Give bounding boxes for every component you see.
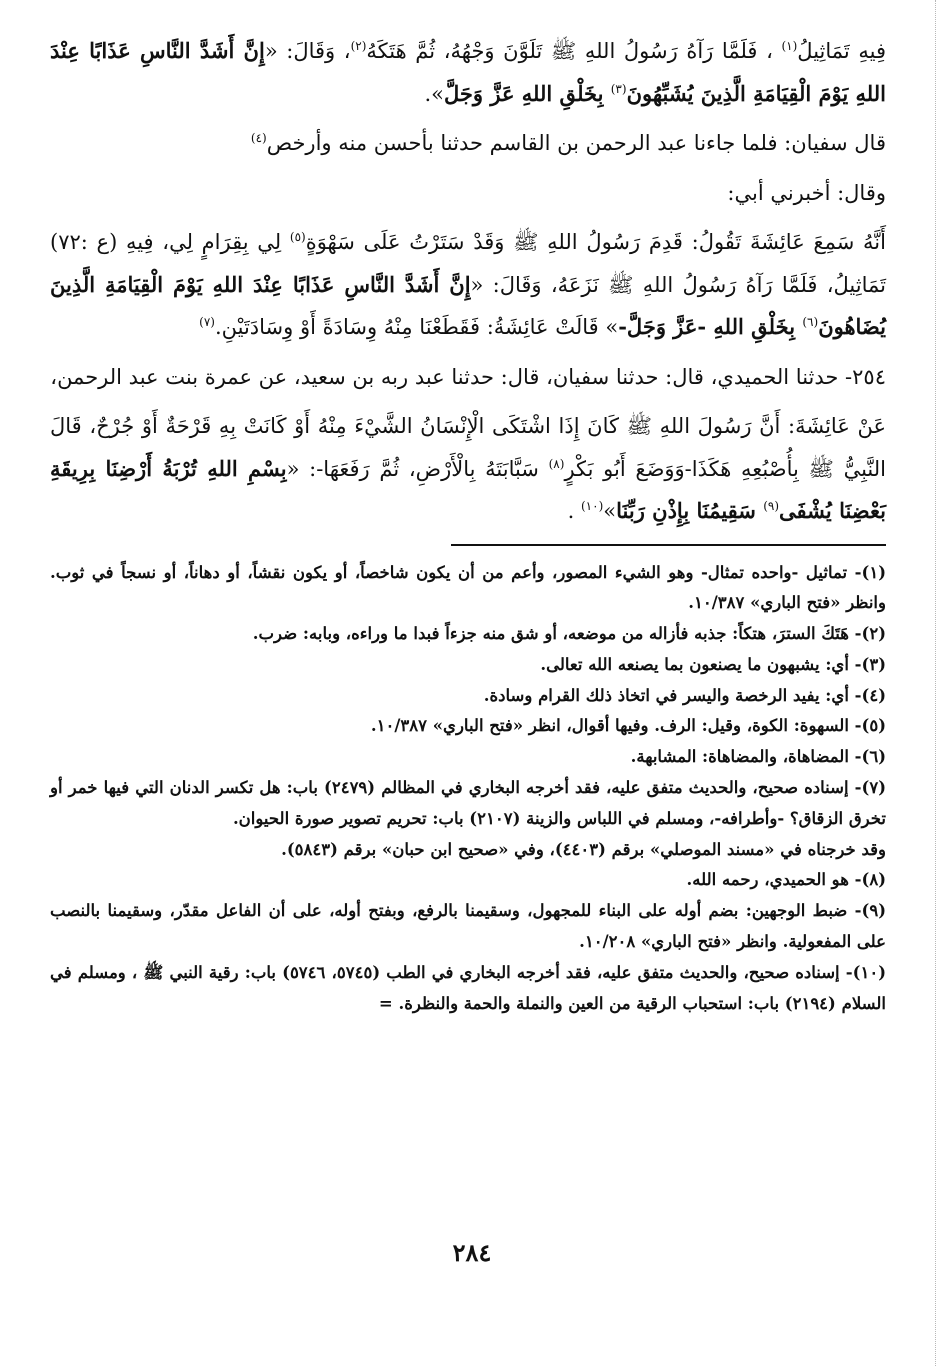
text-run: أَنَّهُ سَمِعَ عَائِشَةَ تَقُولُ: قَدِمَ رَسُولُ اللهِ ﷺ وَقَدْ سَتَرْتُ عَلَى سَهْوَةٍ — [305, 230, 886, 254]
paragraph-sufyan — [50, 123, 886, 165]
text-run: » — [603, 499, 617, 523]
footnote-10: (١٠)- إسناده صحيح، والحديث متفق عليه، فقد أخرجه البخاري في الطب (٥٧٤٥، ٥٧٤٦) باب: رقية النبي ﷺ ، ومسلم في السلام (٢١٩٤) باب: استحباب الرقية من العين والنملة والحمة والنظرة. = — [50, 962, 886, 1013]
hadith-quote: بِخَلْقِ اللهِ -عَزَّ وَجَلَّ- — [618, 314, 803, 339]
hadith-quote: سَقِيمُنَا بِإِذْنِ رَبِّنَا — [616, 498, 764, 523]
footnote-9: (٩)- ضبط الوجهين: بضم أوله على البناء للمجهول، وسقيمنا بالرفع، وبفتح أوله، على أن الفاعل مقدّر، وسقيمنا بالنصب على المفعولية. وانظر «فتح الباري» ١٠/٢٠٨. — [50, 901, 886, 952]
text-run: . — [567, 499, 581, 523]
hadith-quote: إِنَّ أَشَدَّ النَّاسِ عَذَابًا عِنْدَ اللهِ يَوْمَ الْقِيَامَةِ الَّذِينَ يُشَبِّهُونَ — [50, 38, 886, 106]
paragraph-isnad-254: ٢٥٤- حدثنا الحميدي، قال: حدثنا سفيان، قال: حدثنا عبد ربه بن سعيد، عن عمرة بنت عبد الرحمن، — [50, 364, 886, 389]
footnote-2: (٢)- هَتَكَ السترَ، هتكاً: جذبه فأزاله من موضعه، أو شق منه جزءاً فبدا ما وراءه، وبابه: ضرب. — [252, 624, 886, 644]
footnote-7-continued: وقد خرجناه في «مسند الموصلي» برقم (٤٤٠٣)، وفي «صحيح ابن حبان» برقم (٥٨٤٣). — [281, 839, 886, 859]
hadith-quote: بِخَلْقِ اللهِ عَزَّ وَجَلَّ — [444, 80, 611, 106]
text-run: ، وَقَالَ: « — [264, 39, 351, 63]
footnote-ref-2[interactable]: (٢) — [350, 39, 367, 53]
text-run: ، فَلَمَّا رَآهُ رَسُولُ اللهِ ﷺ تَلَوَّنَ وَجْهُهُ، ثُمَّ هَتَكَهُ — [366, 39, 782, 63]
main-text — [50, 30, 886, 533]
paragraph-hadith-3 — [50, 406, 886, 533]
footnote-separator — [451, 544, 886, 546]
footnote-ref-7[interactable]: (٧) — [199, 315, 215, 329]
footnote-5: (٥)- السهوة: الكوة، وقيل: الرف. وفيها أقوال، انظر «فتح الباري» ١٠/٣٨٧. — [370, 716, 886, 736]
footnote-6: (٦)- المضاهاة، والمضاهاة: المشابهة. — [630, 747, 886, 767]
footnote-ref-6[interactable]: (٦) — [802, 315, 819, 329]
footnote-ref-8[interactable]: (٨) — [548, 456, 565, 471]
footnote-ref-1[interactable]: (١) — [781, 39, 798, 53]
paragraph-narrator: وقال: أخبرني أبي: — [727, 180, 886, 205]
footnote-ref-9[interactable]: (٩) — [763, 499, 780, 513]
text-run: لِي بِقِرَامٍ لِي، فِيهِ (ع :٧٢) تَمَاثِيلُ، فَلَمَّا رَآهُ رَسُولُ اللهِ ﷺ نَزَعَهُ، وَقَالَ: « — [50, 230, 886, 297]
text-run: » قَالَتْ عَائِشَةُ: فَقَطَعْنَا مِنْهُ وِسَادَةً أَوْ وِسَادَتَيْنِ. — [214, 315, 619, 339]
footnote-3: (٣)- أي: يشبهون ما يصنعون بما يصنعه الله تعالى. — [540, 654, 886, 674]
footnote-ref-4[interactable]: (٤) — [250, 131, 267, 145]
footnotes — [50, 558, 886, 1020]
text-run: ». — [424, 81, 445, 106]
paragraph-hadith-2 — [50, 222, 886, 349]
footnote-7: (٧)- إسناده صحيح، والحديث متفق عليه، فقد أخرجه البخاري في المظالم (٢٤٧٩) باب: هل تكسر الدنان التي فيها خمر أو تخرق الزقاق؟ -وأطرافه-، ومسلم في اللباس والزينة (٢١٠٧) باب: تحريم تصوير صورة الحيوان. — [50, 778, 886, 828]
text-run: سَبَّابَتَهُ بِالْأَرْضِ، ثُمَّ رَفَعَهَا-: « — [286, 456, 549, 481]
footnote-8: (٨)- هو الحميدي، رحمه الله. — [686, 870, 886, 890]
hadith-quote: إِنَّ أَشَدَّ النَّاسِ عَذَابًا عِنْدَ اللهِ يَوْمَ الْقِيَامَةِ الَّذِينَ يُضَاهُونَ — [50, 271, 886, 339]
footnote-1: (١)- تماثيل -واحده تمثال- وهو الشيء المصور، وأعم من أن يكون شاخصاً، أو يكون نقشاً، أو دهاناً، أو نسجاً في ثوب. وانظر «فتح الباري» ١٠/٣٨٧. — [50, 562, 886, 613]
footnote-ref-10[interactable]: (١٠) — [580, 499, 604, 513]
page-number: ٢٨٤ — [452, 1238, 492, 1267]
text-run: عَنْ عَائِشَةَ: أَنَّ رَسُولَ اللهِ ﷺ كَانَ إِذَا اشْتَكَى الْإِنْسَانُ الشَّيْءَ مِنْهُ أَوْ كَانَتْ بِهِ قَرْحَةٌ أَوْ جُرْحٌ، قَالَ النَّبِيُّ ﷺ بِأُصْبُعِهِ هَكَذَا-وَوَضَعَ أَبُو بَكْرٍ — [50, 414, 886, 481]
footnote-4: (٤)- أي: يفيد الرخصة واليسر في اتخاذ ذلك القرام وسادة. — [483, 685, 886, 705]
footnote-ref-5[interactable]: (٥) — [289, 230, 306, 244]
hadith-quote: بِسْمِ اللهِ تُرْبَةُ أَرْضِنَا بِرِيقَةِ بَعْضِنَا يُشْفَى — [50, 455, 886, 523]
text-run: فِيهِ تَمَاثِيلُ — [797, 39, 887, 63]
footnote-ref-3[interactable]: (٣) — [610, 81, 627, 96]
paragraph-hadith-1 — [50, 30, 886, 115]
text-run: قال سفيان: فلما جاءنا عبد الرحمن بن القاسم حدثنا بأحسن منه وأرخص — [266, 131, 886, 155]
